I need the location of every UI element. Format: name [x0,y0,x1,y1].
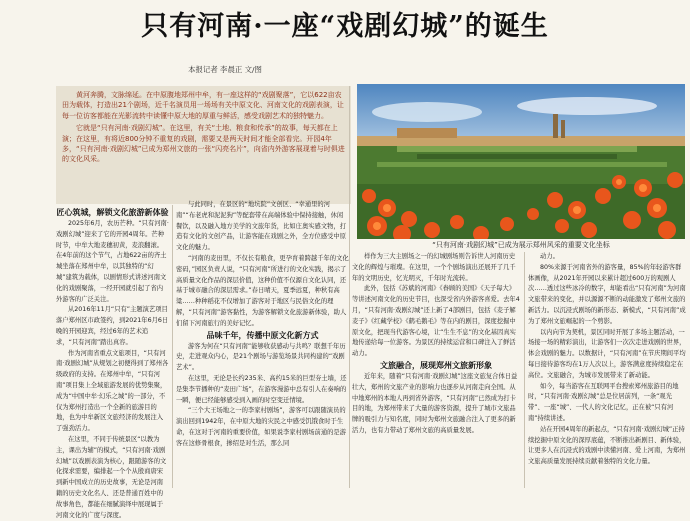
body-paragraph: 游客为何在“只有河南”能够收获感动与共鸣？联想千年历史，走进观众内心，是21个剧场与游览场景共同构建的“戏剧艺术”。 [176,342,346,372]
body-paragraph: 在这里，无论是长约235米、高约15米的巨型夯土墙，还是集李节播种的“麦田广场”，在游客漫游中总有引人在奏响的一瞬，便已经能够感受到入画的时空变迁情境。 [176,374,347,404]
body-paragraph: 从2016年11月“只有”主题演艺项目落户郑州区市政签约，到2021年6月6日晚的开园迎宾，经过6年的艺术追求，“只有河南”踏出真容。 [56,306,169,346]
photo-caption: “只有河南·戏剧幻城”已成为展示郑州风采的重要文化坐标 [432,241,610,249]
column-divider [172,205,173,488]
body-paragraph: 2025年6月，农历芒种。“只有河南·戏剧幻城”迎来了它的开园4周年。芒种时节，中牟大地麦穗初黄，麦浪翻滚。在4年前的这个节气，占地622亩的齐土城坐落在郑州中牟，以其独特的“幻城”建筑为载体，以剧情形式讲述河南文化的戏剧聚落，一经开园就引起了省内外游客的广泛关注。 [56,220,169,303]
lead-paragraph: 它就是“只有河南·戏剧幻城”。在这里，有关“土地、粮食和传承”的故事，每天都在上演；在这里，有将近800分钟不重复的戏剧，需要又是两天时间才能全部看完。开园4年多，“只有河南·戏剧幻城”已成为郑州文旅的一张“闪亮名片”，向省内外游客展现着与时俱进的文化风采。 [62,124,345,164]
article-title: 只有河南·一座“戏剧幻城”的诞生 [141,11,549,42]
text-column-3 [352,252,520,437]
body-paragraph: 样作为三大主剧场之一的幻城剧场则告诉世人河南历史文化的辉煌与璀璨。在这里，一个个剧场演出还展开了几千年的文明历史，忆光明灭，千年时光流转。 [352,253,516,282]
body-paragraph: 动力。 [540,253,559,260]
body-paragraph: 近年来，随着“只有河南·戏剧幻城”这座文旅复合体日益壮大，郑州的文旅产业的影响力也逐步从河南走向全国。从中地郑州的本地人再到省外游客，“只有河南”已然成为打卡目的地，为郑州带来了大量的游客资源，提升了城市文旅品牌的吸引力与知名度，同时为郑州文旅融合注入了更多的新活力，也有力带动了郑州文旅的高质量发展。 [352,372,518,434]
body-paragraph: “三个大王场地之一的李家村剧场”，游客可以跟随演员的演出回到1942年，在中原大地的灾民之中感受饥饿食时于生命，在这对于河南的重要价值，如果说李家村剧场前通的是游客在这修骨根食，掺绍是对生活，那么同 [176,407,347,447]
body-paragraph: 站在开园4周年的新起点，“只有河南·戏剧幻城”正持续挖掘中原文化的深厚底蕴，不断推出新剧目、新体验，让更多人在沉浸式的戏剧中读懂河南、爱上河南，为郑州文旅高质量发展持续贡献着独特的文化力量。 [528,425,686,466]
lead-paragraph: 黄河奔腾，文脉绵延。在中原腹地郑州中牟，有一座这样的“戏剧聚落”，它以622亩农田为载体，打造出21个剧场，近千名演员用一场场有关中原文化、河南文化的戏剧表演，让每一位访客都能在光影流转中读懂中原大地的厚重与鲜活，感受戏剧艺术的独特魅力。 [62,91,344,120]
photo-illustration [357,84,685,239]
body-paragraph: 与此同时，在景区的“地坑院”文创区、“幸通里的河南”“布老虎和泥泥狗”等配套带在高端体验中保持接触，休闲餐饮，以及融入地方美学的文旅年货，比如庄奥实感文物，打造有文化的文创产品，让游客能在戏剧之外，全方位感受中原文化的魅力。 [176,201,347,252]
body-paragraph: 此外，包括《苏斌的河南》《眷顾的美国》《天子每大》等讲述河南文化的历史节目，也深受省内外游客喜爱。去年4月，“只有河南·戏剧幻城”还上新了4部剧目，包括《麦子解麦子》《红藏学校》《鹤毛鹅毛》等在内的剧目，深度挖掘中原文化，把现当代游客心境，让“生生不息”的文化基因真实地传递给每一位游客。为景区的持续运营和口碑注入了鲜活动力。 [352,285,520,358]
column-divider [524,252,525,488]
text-column-1 [56,207,169,521]
article-photo [357,84,685,239]
body-paragraph: 在这里，不同于传统景区“以教为主，课出为辅”的模式，“只有河南·戏剧幻城”以戏剧表演为核心，跟随游客的文化探求需要，编排起一个个从殷商唐宋到新中国成立的历史故事，无论是河南籍的历史文化名人、还是普通百姓中的故事角色，都能在细腻演绎中展现属于河南文化的广度与深度。 [56,435,167,519]
body-paragraph: 以内向节为契机，景区同时开展了多场主题活动，一场接一场的精彩演出，让游客们一次次走进戏剧的世界，体会戏剧的魅力。以数据计，“只有河南”在节庆期间平均每日接待游客均在1万人次以上，游客满意度持续稳定在高位。文旅融合，为城市发展带来了新动能。 [528,328,686,379]
body-paragraph: 80%来源于河南省外的游客量，85%的年轻游客群体画像，从2021年开园以来累计超过600万的观剧人次……透过这些冰冷的数字，却能看出“只有河南”为河南文旅带来的变化，并以源源不断的动能激发了郑州文旅的新活力。以沉浸式剧场的新形态、新模式，“只有河南”成为了郑州文旅崛起的一个剪影。 [528,263,686,325]
column-divider [349,86,350,488]
body-paragraph: 作为河南省重点文旅项目，“只有河南·戏剧幻城”从规划之初便得到了郑州各级政府的支持。在郑州中牟，“只有河南”项目集上全域旅游发展的优势集聚，成为“中国中牟·幻乐之城”的一部分，不仅为郑州打造出一个全新的旅游目的地，也为中牟新区文旅经济的发展注入了强劲活力。 [56,349,169,433]
body-paragraph: 如今，每当游客在互联网平台搜索郑州旅游目的地时，“只有河南·戏剧幻城”总是位居前列，一条“观光带”、一座“城”、一代人的文化记忆，正在被“只有河南”持续讲述。 [528,382,679,422]
text-column-4 [528,252,686,468]
body-paragraph: “河南的麦田里，不仅长有粮食，更孕育着跨越千年的文化密码，”园区负责人说，“只有河南”所进行的文化实践，揭示了高质量文化作品的深层价值，这种价值不仅源自文化认同，还基于城市融合的深层需求。”春日晴天，夏季远夏，种秋有高粱……种种稻花不仅增加了游客对于地区与民俗文化的理解，“只有河南”游客黏性，为游客解锁文化旅游新体验，助人们留下河南旅行的美好记忆。 [176,254,349,327]
lead-box [56,86,351,204]
byline: 本报记者 李晨正 文/图 [188,65,262,74]
section-heading: 文旅融合，展现郑州文旅新形象 [380,360,492,370]
section-heading: 匠心筑城，解锁文化旅游新体验 [56,208,169,217]
text-column-2 [176,200,349,450]
section-heading: 品味千年，传播中原文化新方式 [206,330,319,340]
